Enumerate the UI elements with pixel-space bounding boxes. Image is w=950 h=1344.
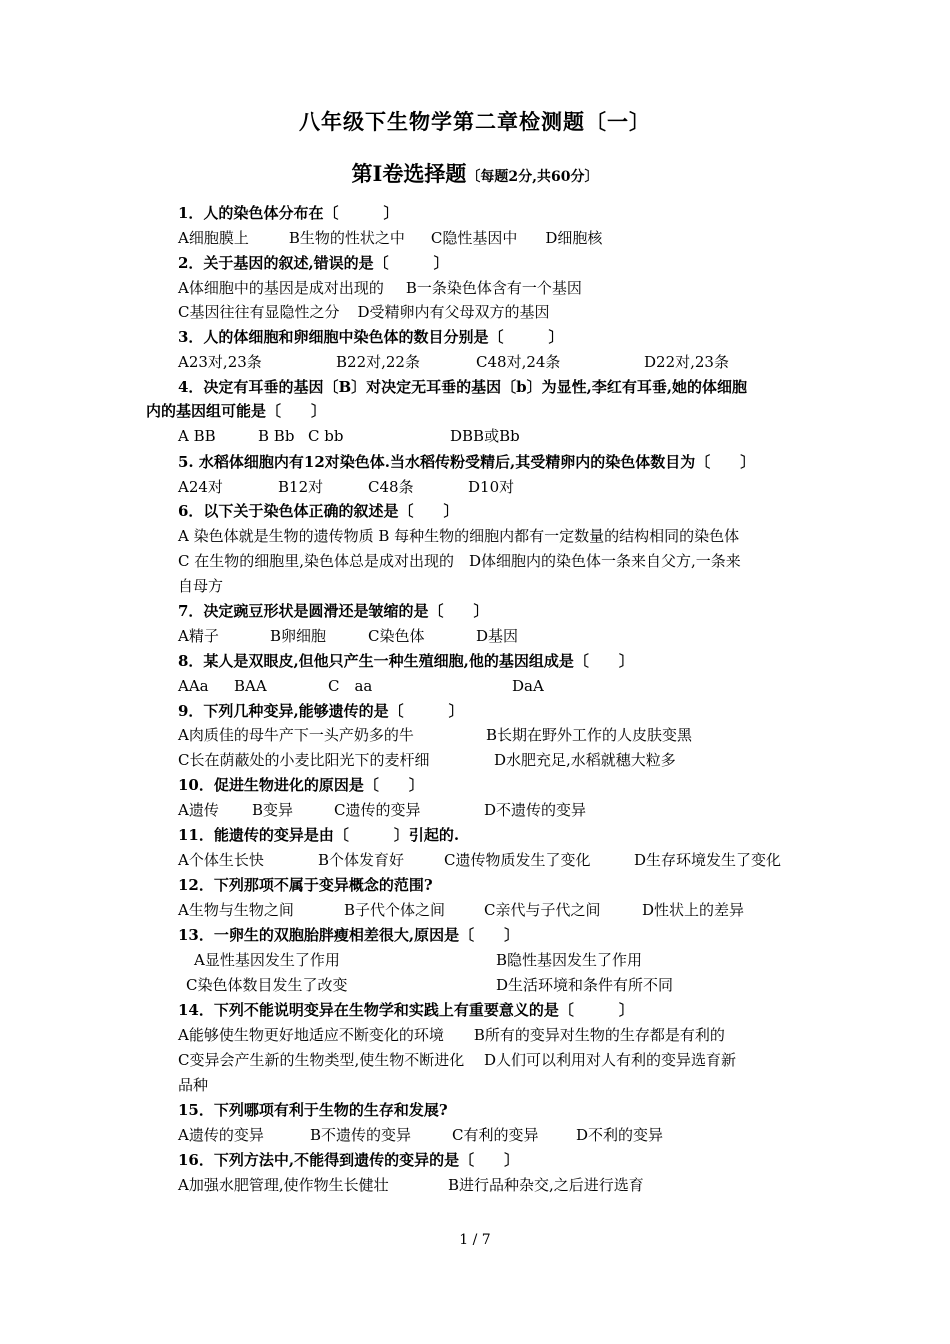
question-16: 16．下列方法中,不能得到遗传的变异的是〔 〕 — [178, 1151, 520, 1169]
question-1-options — [178, 228, 602, 248]
option: C aa — [328, 677, 373, 695]
question-2-options-line-1 — [178, 278, 582, 298]
option: A23对,23条 — [178, 353, 262, 371]
option: A显性基因发生了作用 — [194, 951, 340, 969]
question-10: 10．促进生物进化的原因是〔 〕 — [178, 776, 424, 794]
option: BAA — [234, 677, 267, 695]
option: C bb — [308, 427, 344, 445]
option: A精子 — [178, 627, 219, 645]
document-title: 八年级下生物学第二章检测题〔一〕 — [299, 109, 651, 134]
question-6: 6．以下关于染色体正确的叙述是〔 〕 — [178, 502, 459, 520]
option: C染色体数目发生了改变 — [186, 976, 348, 994]
option: D细胞核 — [545, 229, 603, 247]
option: C亲代与子代之间 — [484, 901, 601, 919]
question-14: 14．下列不能说明变异在生物学和实践上有重要意义的是〔 〕 — [178, 1001, 634, 1019]
option: B Bb — [258, 427, 295, 445]
option: B12对 — [278, 478, 324, 496]
section-scoring-note: 〔每题2分,共60分〕 — [466, 169, 599, 185]
option: C隐性基因中 — [430, 229, 518, 247]
question-2: 2．关于基因的叙述,错误的是〔 〕 — [178, 254, 449, 272]
option: A遗传 — [178, 801, 219, 819]
option: C有利的变异 — [452, 1126, 539, 1144]
question-4: 4．决定有耳垂的基因〔B〕对决定无耳垂的基因〔b〕为显性,李红有耳垂,她的体细胞 — [178, 378, 748, 396]
option: D基因 — [476, 627, 519, 645]
option: C遗传物质发生了变化 — [444, 851, 591, 869]
question-1: 1．人的染色体分布在〔 〕 — [178, 204, 399, 222]
question-2-options-line-2 — [178, 302, 550, 322]
question-9: 9．下列几种变异,能够遗传的是〔 〕 — [178, 702, 464, 720]
option: A个体生长快 — [178, 851, 264, 869]
option: C遗传的变异 — [334, 801, 421, 819]
question-8: 8．某人是双眼皮,但他只产生一种生殖细胞,他的基因组成是〔 〕 — [178, 652, 634, 670]
section-heading — [0, 158, 950, 188]
option: D生存环境发生了变化 — [634, 851, 782, 869]
option: B生物的性状之中 — [288, 229, 405, 247]
question-15: 15．下列哪项有利于生物的生存和发展? — [178, 1101, 448, 1119]
option: A BB — [178, 427, 216, 445]
option: DaA — [512, 677, 544, 695]
option: D生活环境和条件有所不同 — [496, 976, 674, 994]
option: D水肥充足,水稻就穗大粒多 — [494, 751, 676, 769]
option: B22对,22条 — [336, 353, 420, 371]
option: B进行品种杂交,之后进行选育 — [448, 1176, 644, 1194]
option: A生物与生物之间 — [178, 901, 294, 919]
option: B子代个体之间 — [344, 901, 446, 919]
option: C48条 — [368, 478, 414, 496]
option: D22对,23条 — [644, 353, 729, 371]
option: D10对 — [468, 478, 515, 496]
option: B长期在野外工作的人皮肤变黑 — [486, 726, 693, 744]
option: D不利的变异 — [576, 1126, 664, 1144]
option: A24对 — [178, 478, 223, 496]
option: A加强水肥管理,使作物生长健壮 — [178, 1176, 389, 1194]
question-6-options-line-3: 自母方 — [178, 577, 224, 595]
option: D受精卵内有父母双方的基因 — [357, 303, 550, 321]
section-title: 第Ⅰ卷选择题 — [351, 161, 467, 186]
option: C基因往往有显隐性之分 — [178, 303, 340, 321]
option: B卵细胞 — [270, 627, 327, 645]
page-number: 1 / 7 — [459, 1232, 491, 1248]
question-6-options-line-2: C 在生物的细胞里,染色体总是成对出现的 D体细胞内的染色体一条来自父方,一条来 — [178, 552, 741, 570]
option: C48对,24条 — [476, 353, 561, 371]
option: AAa — [178, 677, 209, 695]
question-14-options-line-1: A能够使生物更好地适应不断变化的环境 B所有的变异对生物的生存都是有利的 — [178, 1026, 725, 1044]
question-13: 13．一卵生的双胞胎胖瘦相差很大,原因是〔 〕 — [178, 926, 520, 944]
option: D性状上的差异 — [642, 901, 745, 919]
option: DBB或Bb — [450, 427, 520, 445]
option: C染色体 — [368, 627, 425, 645]
question-7: 7．决定豌豆形状是圆滑还是皱缩的是〔 〕 — [178, 602, 489, 620]
question-11: 11．能遗传的变异是由〔 〕引起的. — [178, 826, 460, 844]
option: B一条染色体含有一个基因 — [405, 279, 582, 297]
question-5: 5. 水稻体细胞内有12对染色体.当水稻传粉受精后,其受精卵内的染色体数目为〔 〕 — [178, 453, 756, 471]
option: A细胞膜上 — [178, 229, 249, 247]
question-3: 3．人的体细胞和卵细胞中染色体的数目分别是〔 〕 — [178, 328, 564, 346]
option: C长在荫蔽处的小麦比阳光下的麦杆细 — [178, 751, 430, 769]
question-12: 12．下列那项不属于变异概念的范围? — [178, 876, 433, 894]
question-6-options-line-1: A 染色体就是生物的遗传物质 B 每种生物的细胞内都有一定数量的结构相同的染色体 — [178, 527, 740, 545]
question-14-options-line-2: C变异会产生新的生物类型,使生物不断进化 D人们可以利用对人有利的变异选育新 — [178, 1051, 737, 1069]
option: B变异 — [252, 801, 294, 819]
option: B不遗传的变异 — [310, 1126, 412, 1144]
option: A肉质佳的母牛产下一头产奶多的牛 — [178, 726, 414, 744]
question-4-continued: 内的基因组可能是〔 〕 — [146, 402, 327, 420]
option: A遗传的变异 — [178, 1126, 264, 1144]
question-14-options-line-3: 品种 — [178, 1076, 209, 1094]
option: B隐性基因发生了作用 — [496, 951, 643, 969]
option: A体细胞中的基因是成对出现的 — [178, 279, 384, 297]
option: D不遗传的变异 — [484, 801, 587, 819]
option: B个体发育好 — [318, 851, 405, 869]
